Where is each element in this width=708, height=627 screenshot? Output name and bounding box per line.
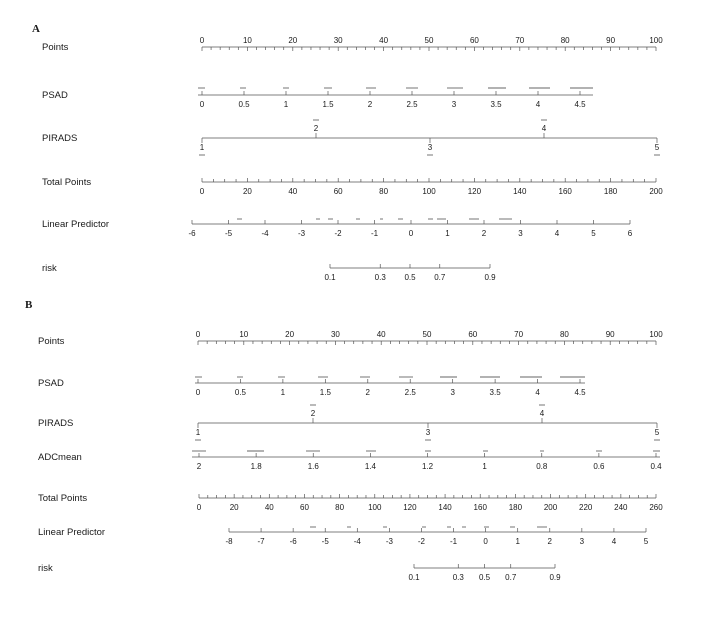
- total-points-tick-label: 20: [242, 187, 252, 196]
- risk-tick-label: 0.5: [478, 573, 491, 582]
- linear-predictor-tick-label: -8: [225, 537, 233, 546]
- adcmean-tick-label: 2: [196, 462, 202, 471]
- linear-predictor-tick-label: 2: [547, 537, 552, 546]
- points-label: Points: [42, 42, 69, 53]
- linear-predictor-tick-label: 5: [591, 229, 596, 238]
- psad-tick-label: 3.5: [490, 100, 502, 109]
- psad-tick-label: 3.5: [489, 388, 501, 397]
- pirads-tick-label: 1: [199, 143, 205, 152]
- pirads-label: PIRADS: [42, 133, 78, 144]
- pirads-tick-label: 5: [654, 143, 660, 152]
- total-points-tick-label: 180: [508, 503, 523, 512]
- points-tick-label: 0: [199, 36, 205, 45]
- linear-predictor-label: Linear Predictor: [38, 527, 106, 538]
- linear-predictor-tick-label: -1: [370, 229, 379, 238]
- pirads-tick-label: 4: [539, 409, 545, 418]
- linear-predictor-tick-label: -6: [188, 229, 196, 238]
- total-points-tick-label: 160: [473, 503, 487, 512]
- points-tick-label: 30: [330, 330, 340, 339]
- risk-tick-label: 0.3: [452, 573, 464, 582]
- psad-tick-label: 0: [199, 100, 205, 109]
- risk-tick-label: 0.9: [549, 573, 561, 582]
- risk-tick-label: 0.1: [408, 573, 420, 582]
- total-points-tick-label: 100: [368, 503, 382, 512]
- psad-tick-label: 4: [535, 100, 541, 109]
- total-points-tick-label: 160: [558, 187, 572, 196]
- risk-tick-label: 0.5: [404, 273, 416, 282]
- risk-tick-label: 0.3: [374, 273, 386, 282]
- total-points-tick-label: 0: [199, 187, 205, 196]
- psad-tick-label: 2.5: [404, 388, 416, 397]
- risk-tick-label: 0.1: [324, 273, 336, 282]
- total-points-tick-label: 40: [264, 503, 274, 512]
- pirads-label: PIRADS: [38, 418, 74, 429]
- psad-tick-label: 0.5: [238, 100, 250, 109]
- adcmean-tick-label: 1: [482, 462, 487, 471]
- adcmean-tick-label: 1.4: [364, 462, 376, 471]
- linear-predictor-tick-label: -3: [297, 229, 306, 238]
- risk-tick-label: 0.9: [484, 273, 496, 282]
- linear-predictor-tick-label: 0: [408, 229, 414, 238]
- psad-tick-label: 1: [283, 100, 289, 109]
- psad-tick-label: 4.5: [574, 100, 586, 109]
- linear-predictor-tick-label: -2: [334, 229, 342, 238]
- psad-label: PSAD: [42, 90, 68, 101]
- adcmean-tick-label: 1.6: [307, 462, 319, 471]
- points-tick-label: 100: [649, 330, 663, 339]
- pirads-tick-label: 2: [310, 409, 316, 418]
- total-points-tick-label: 80: [335, 503, 345, 512]
- linear-predictor-tick-label: -5: [321, 537, 329, 546]
- linear-predictor-tick-label: -3: [385, 537, 393, 546]
- points-tick-label: 80: [559, 330, 569, 339]
- points-label: Points: [38, 336, 65, 347]
- total-points-tick-label: 120: [467, 187, 482, 196]
- risk-label: risk: [42, 263, 57, 274]
- adcmean-tick-label: 1.2: [421, 462, 434, 471]
- pirads-tick-label: 2: [313, 124, 319, 133]
- points-tick-label: 70: [515, 36, 525, 45]
- linear-predictor-tick-label: 4: [611, 537, 617, 546]
- points-tick-label: 90: [605, 330, 615, 339]
- points-tick-label: 40: [376, 330, 386, 339]
- total-points-tick-label: 200: [649, 187, 663, 196]
- total-points-tick-label: 180: [603, 187, 618, 196]
- risk-tick-label: 0.7: [505, 573, 517, 582]
- total-points-tick-label: 0: [196, 503, 202, 512]
- adcmean-tick-label: 0.6: [593, 462, 605, 471]
- total-points-tick-label: 200: [543, 503, 558, 512]
- psad-tick-label: 4: [535, 388, 540, 397]
- points-tick-label: 60: [468, 330, 478, 339]
- adcmean-tick-label: 1.8: [250, 462, 262, 471]
- psad-tick-label: 4.5: [574, 388, 586, 397]
- adcmean-tick-label: 0.8: [536, 462, 548, 471]
- psad-tick-label: 1: [280, 388, 286, 397]
- points-tick-label: 80: [560, 36, 570, 45]
- total-points-tick-label: 60: [300, 503, 309, 512]
- points-tick-label: 40: [379, 36, 389, 45]
- risk-label: risk: [38, 563, 53, 574]
- linear-predictor-label: Linear Predictor: [42, 219, 110, 230]
- risk-tick-label: 0.7: [434, 273, 446, 282]
- total-points-tick-label: 60: [333, 187, 343, 196]
- total-points-tick-label: 220: [579, 503, 593, 512]
- points-tick-label: 10: [239, 330, 249, 339]
- linear-predictor-tick-label: 0: [483, 537, 488, 546]
- total-points-label: Total Points: [42, 177, 92, 188]
- linear-predictor-tick-label: 5: [643, 537, 649, 546]
- points-tick-label: 20: [288, 36, 298, 45]
- pirads-tick-label: 3: [425, 428, 431, 437]
- linear-predictor-tick-label: -4: [353, 537, 361, 546]
- linear-predictor-tick-label: 1: [445, 229, 450, 238]
- linear-predictor-tick-label: -2: [417, 537, 426, 546]
- points-tick-label: 100: [649, 36, 663, 45]
- points-tick-label: 0: [195, 330, 201, 339]
- linear-predictor-tick-label: 4: [554, 229, 560, 238]
- psad-tick-label: 0: [195, 388, 201, 397]
- linear-predictor-tick-label: -1: [449, 537, 458, 546]
- total-points-tick-label: 260: [649, 503, 663, 512]
- total-points-tick-label: 20: [229, 503, 239, 512]
- psad-tick-label: 2.5: [406, 100, 418, 109]
- pirads-tick-label: 1: [195, 428, 201, 437]
- linear-predictor-tick-label: 3: [518, 229, 523, 238]
- points-tick-label: 60: [469, 36, 479, 45]
- psad-tick-label: 1.5: [322, 100, 334, 109]
- linear-predictor-tick-label: -6: [289, 537, 297, 546]
- total-points-tick-label: 140: [513, 187, 527, 196]
- linear-predictor-tick-label: 1: [515, 537, 520, 546]
- total-points-label: Total Points: [38, 493, 88, 504]
- total-points-tick-label: 80: [379, 187, 389, 196]
- linear-predictor-tick-label: -4: [261, 229, 269, 238]
- points-tick-label: 50: [422, 330, 432, 339]
- psad-tick-label: 2: [365, 388, 371, 397]
- linear-predictor-tick-label: -7: [257, 537, 265, 546]
- linear-predictor-tick-label: 3: [579, 537, 585, 546]
- psad-label: PSAD: [38, 378, 64, 389]
- panel-letter: A: [32, 23, 40, 35]
- total-points-tick-label: 240: [614, 503, 628, 512]
- adcmean-tick-label: 0.4: [650, 462, 662, 471]
- points-tick-label: 20: [285, 330, 295, 339]
- psad-tick-label: 3: [450, 388, 455, 397]
- pirads-tick-label: 5: [654, 428, 660, 437]
- panel-letter: B: [25, 299, 33, 311]
- total-points-tick-label: 120: [403, 503, 417, 512]
- points-tick-label: 10: [242, 36, 252, 45]
- psad-tick-label: 3: [451, 100, 457, 109]
- psad-tick-label: 0.5: [234, 388, 247, 397]
- linear-predictor-tick-label: 2: [481, 229, 487, 238]
- total-points-tick-label: 100: [422, 187, 436, 196]
- points-tick-label: 50: [424, 36, 434, 45]
- total-points-tick-label: 40: [288, 187, 298, 196]
- total-points-tick-label: 140: [438, 503, 452, 512]
- psad-tick-label: 2: [367, 100, 373, 109]
- pirads-tick-label: 3: [427, 143, 433, 152]
- adcmean-label: ADCmean: [38, 452, 82, 463]
- linear-predictor-tick-label: 6: [627, 229, 633, 238]
- pirads-tick-label: 4: [541, 124, 547, 133]
- points-tick-label: 30: [333, 36, 343, 45]
- points-tick-label: 90: [606, 36, 616, 45]
- linear-predictor-tick-label: -5: [224, 229, 233, 238]
- points-tick-label: 70: [514, 330, 524, 339]
- psad-tick-label: 1.5: [319, 388, 331, 397]
